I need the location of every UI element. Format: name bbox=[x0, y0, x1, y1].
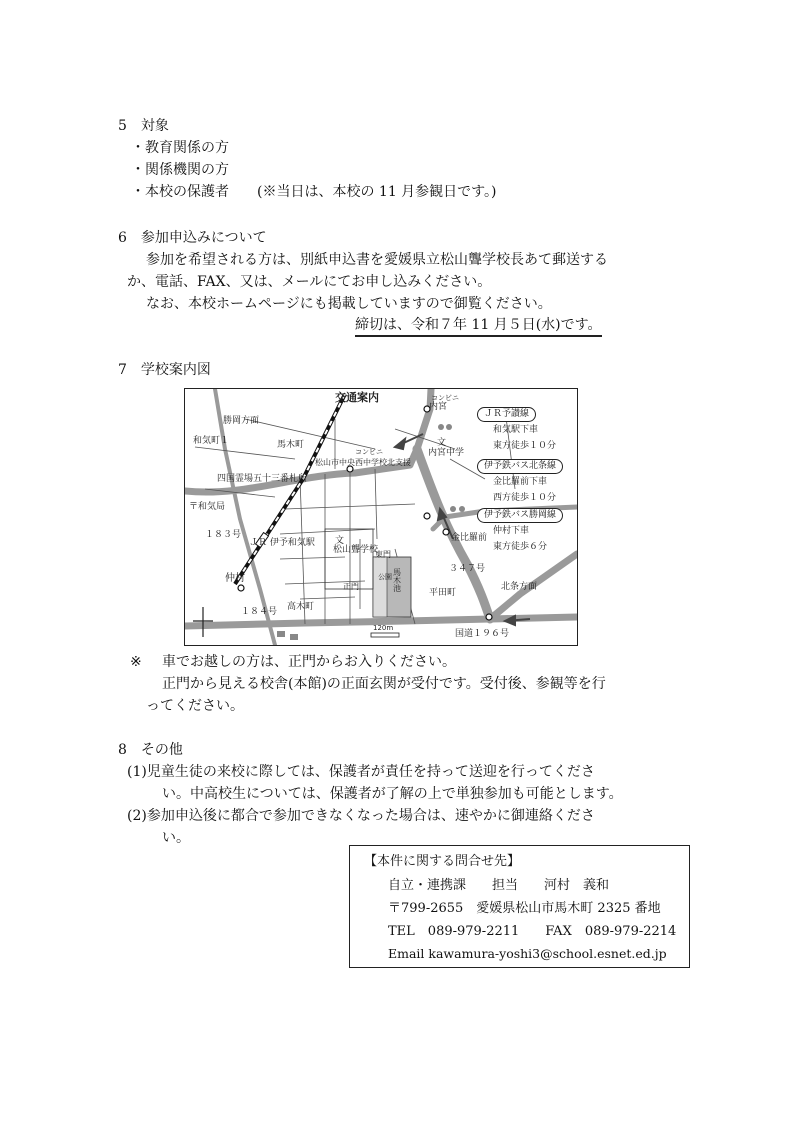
map-label-konpira: 金比羅前 bbox=[451, 533, 488, 543]
other-item1-line2: い。中高校生については、保護者が了解の上で単独参加も可能とします。 bbox=[162, 786, 623, 802]
map-label-takagicho: 高木町 bbox=[287, 602, 315, 612]
note-line2: 正門から見える校舎(本館)の正面玄関が受付です。受付後、参観等を行 bbox=[162, 676, 606, 692]
note-mark: ※ bbox=[130, 654, 142, 670]
section-8-heading: 8 その他 bbox=[118, 742, 183, 758]
route-jr-name: ＪＲ予讃線 bbox=[477, 407, 536, 422]
map-label-chuo-jh: 松山市中央西中学校北支援 bbox=[315, 458, 411, 467]
route-hojo-walk: 西方徒歩１０分 bbox=[493, 493, 557, 503]
section-6-heading: 6 参加申込みについて bbox=[118, 230, 267, 246]
map-label-higashimon: 東門 bbox=[375, 550, 391, 559]
contact-address: 〒799-2655 愛媛県松山市馬木町 2325 番地 bbox=[388, 901, 661, 916]
route-jr-walk: 東方徒歩１０分 bbox=[493, 441, 557, 451]
contact-box bbox=[349, 845, 690, 968]
target-item-agencies: ・関係機関の方 bbox=[131, 162, 229, 178]
map-label-jr-station: ＪＲ 伊予和気駅 bbox=[249, 538, 315, 548]
map-label-wakimachi: 和気町１ bbox=[193, 436, 230, 446]
note-line1: 車でお越しの方は、正門からお入りください。 bbox=[162, 654, 456, 670]
note-line3: ってください。 bbox=[146, 698, 244, 714]
section-7-heading: 7 学校案内図 bbox=[118, 362, 211, 378]
map-label-naigu-jh: 内宮中学 bbox=[428, 448, 465, 458]
map-label-r347: ３４７号 bbox=[449, 564, 486, 574]
map-label-bun-naigu: 文 bbox=[437, 438, 447, 448]
route-jr-stop: 和気駅下車 bbox=[493, 425, 539, 435]
route-katsuoka-walk: 東方徒歩６分 bbox=[493, 542, 548, 552]
map-label-r196: 国道１９６号 bbox=[455, 629, 510, 639]
map-label-konbini-2: コンビニ bbox=[355, 448, 383, 456]
route-hojo-name: 伊予鉄バス北条線 bbox=[477, 459, 563, 474]
map-label-school: 松山聾学校 bbox=[333, 545, 379, 555]
map-label-koen: 公園 bbox=[378, 573, 392, 581]
map-label-umaki-pond: 馬木池 bbox=[393, 568, 401, 593]
contact-heading: 【本件に関する問合せ先】 bbox=[364, 854, 521, 869]
map-label-r184: １８４号 bbox=[241, 607, 278, 617]
map-scale: 120m bbox=[373, 624, 394, 632]
contact-email[interactable]: Email kawamura-yoshi3@school.esnet.ed.jp bbox=[388, 946, 667, 961]
homepage-note: なお、本校ホームページにも掲載していますので御覧ください。 bbox=[146, 296, 552, 312]
map-label-konbini-1: コンビニ bbox=[431, 394, 459, 402]
application-text-line1: 参加を希望される方は、別紙申込書を愛媛県立松山聾学校長あて郵送する bbox=[146, 252, 608, 268]
other-item2-line1: (2)参加申込後に都合で参加できなくなった場合は、速やかに御連絡くださ bbox=[127, 808, 595, 824]
map-label-seimon: 正門 bbox=[343, 582, 359, 591]
route-katsuoka-stop: 仲村下車 bbox=[493, 526, 530, 536]
map-label-hirata: 平田町 bbox=[429, 588, 457, 598]
route-katsuoka-name: 伊予鉄バス勝岡線 bbox=[477, 508, 563, 523]
other-item2-line2: い。 bbox=[162, 830, 190, 846]
section-5-heading: 5 対象 bbox=[118, 118, 169, 134]
map-label-nakamura: 仲村 bbox=[225, 573, 245, 584]
target-item-guardians: ・本校の保護者 (※当日は、本校の 11 月参観日です。) bbox=[131, 184, 497, 200]
map-label-umakicho: 馬木町 bbox=[277, 440, 305, 450]
map-label-bun-school: 文 bbox=[335, 536, 345, 546]
access-map bbox=[184, 388, 578, 646]
map-label-wake-post: 〒和気局 bbox=[189, 502, 226, 512]
map-title: 交通案内 bbox=[335, 391, 379, 404]
route-hojo-stop: 金比羅前下車 bbox=[493, 477, 548, 487]
deadline-text: 締切は、令和７年 11 月５日(水)です。 bbox=[355, 318, 602, 337]
target-item-educators: ・教育関係の方 bbox=[131, 140, 229, 156]
contact-phone-fax: TEL 089-979-2211 FAX 089-979-2214 bbox=[388, 924, 677, 939]
map-label-r183: １８３号 bbox=[205, 530, 242, 540]
application-text-line2: か、電話、FAX、又は、メールにてお申し込みください。 bbox=[127, 274, 492, 290]
other-item1-line1: (1)児童生徒の来校に際しては、保護者が責任を持って送迎を行ってくださ bbox=[127, 764, 595, 780]
map-label-katsuoka: 勝岡方面 bbox=[223, 416, 260, 426]
contact-dept: 自立・連携課 担当 河村 義和 bbox=[388, 878, 610, 893]
map-label-shikoku: 四国霊場五十三番札所 bbox=[217, 474, 308, 484]
map-label-naigu: 内宮 bbox=[429, 402, 448, 412]
map-label-hojo: 北条方面 bbox=[501, 582, 538, 592]
